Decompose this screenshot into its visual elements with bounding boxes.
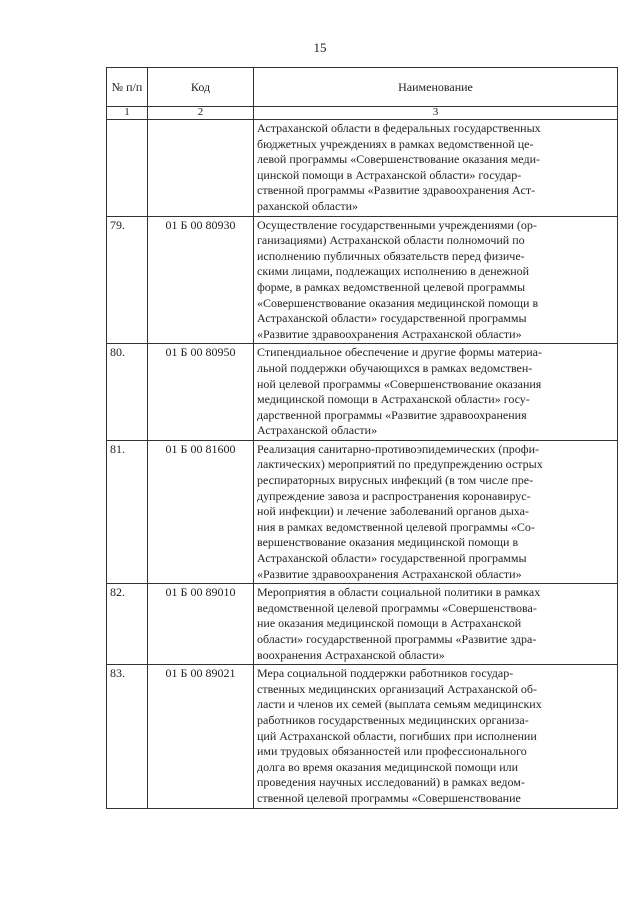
name-line: Мера социальной поддержки работников государ- (257, 666, 514, 681)
column-number: 1 (107, 107, 148, 120)
name-line: ственной целевой программы «Совершенствование (257, 790, 521, 805)
name-line: левой программы «Совершенствование оказания меди- (257, 152, 541, 167)
row-code: 01 Б 00 80950 (148, 344, 254, 441)
name-line: «Развитие здравоохранения Астраханской области» (257, 566, 522, 581)
name-line: Реализация санитарно-противоэпидемических (профи- (257, 441, 539, 456)
row-code (148, 120, 254, 217)
name-line: Стипендиальное обеспечение и другие формы материа- (257, 345, 543, 360)
table-row (107, 584, 618, 665)
name-line: «Развитие здравоохранения Астраханской области» (257, 326, 522, 341)
row-name (254, 440, 618, 583)
row-number: 79. (107, 216, 148, 344)
row-name (254, 665, 618, 808)
name-line: медицинской помощи в Астраханской области» госу- (257, 392, 530, 407)
name-line: респираторных вирусных инфекций (в том числе пре- (257, 473, 534, 488)
row-code: 01 Б 00 81600 (148, 440, 254, 583)
name-line: раханской области» (257, 198, 358, 213)
name-line: ния в рамках ведомственной целевой программы «Со- (257, 519, 535, 534)
row-number: 81. (107, 440, 148, 583)
name-line: области» государственной программы «Развитие здра- (257, 632, 537, 646)
name-line: цинской помощи в Астраханской области» государ- (257, 167, 522, 182)
name-line: ведомственной целевой программы «Совершенствова- (257, 600, 537, 615)
budget-classification-table (106, 67, 618, 809)
column-numbers-row (107, 107, 618, 120)
table-header-row (107, 68, 618, 107)
row-name (254, 120, 618, 217)
row-name (254, 344, 618, 441)
name-line: долга во время оказания медицинской помощи или (257, 759, 519, 774)
name-line: бюджетных учреждениях в рамках ведомственной це- (257, 136, 534, 151)
name-line: ной целевой программы «Совершенствование оказания (257, 376, 542, 391)
name-line: «Совершенствование оказания медицинской помощи в (257, 295, 539, 310)
name-line: лактических) мероприятий по предупреждению острых (257, 457, 543, 472)
name-line: проведения научных исследований) в рамках ведом- (257, 775, 525, 790)
row-code: 01 Б 00 89021 (148, 665, 254, 808)
column-number: 3 (254, 107, 618, 120)
name-line: работников государственных медицинских организа- (257, 712, 529, 727)
name-line: ций Астраханской области, погибших при исполнении (257, 728, 537, 743)
name-line: Мероприятия в области социальной политики в рамках (257, 585, 541, 600)
name-line: скими лицами, подлежащих исполнению в денежной (257, 264, 530, 279)
name-line: ласти и членов их семей (выплата семьям медицинских (257, 697, 542, 712)
name-line: ственных медицинских организаций Астраханской об- (257, 681, 538, 696)
row-number: 83. (107, 665, 148, 808)
name-line: дарственной программы «Развитие здравоохранения (257, 407, 527, 422)
row-number: 80. (107, 344, 148, 441)
name-line: Астраханской области» (257, 423, 378, 438)
row-number: 82. (107, 584, 148, 665)
name-line: исполнению публичных обязательств перед физиче- (257, 248, 525, 263)
table-row (107, 665, 618, 808)
row-name (254, 584, 618, 665)
name-line: Астраханской области» государственной программы (257, 311, 527, 326)
name-line: ной инфекции) и лечение заболеваний органов дыха- (257, 504, 529, 519)
table-row (107, 344, 618, 441)
row-code: 01 Б 00 80930 (148, 216, 254, 344)
name-line: ние оказания медицинской помощи в Астраханской (257, 616, 522, 631)
name-line: ственной программы «Развитие здравоохранения Аст- (257, 183, 536, 198)
name-line: вершенствование оказания медицинской помощи в (257, 535, 519, 550)
page-number: 15 (313, 40, 327, 55)
header-num: № п/п (107, 68, 148, 107)
name-line: Астраханской области в федеральных государственных (257, 121, 541, 135)
header-code: Код (148, 68, 254, 107)
header-name: Наименование (254, 68, 618, 107)
name-line: воохранения Астраханской области» (257, 647, 445, 662)
page-bottom-edge (0, 895, 640, 905)
name-line: Астраханской области» государственной программы (257, 551, 527, 566)
name-line: дупреждение завоза и распространения коронавирус- (257, 488, 531, 503)
name-line: ими трудовых обязанностей или профессионального (257, 744, 527, 759)
name-line: льной поддержки обучающихся в рамках ведомствен- (257, 360, 533, 375)
column-number: 2 (148, 107, 254, 120)
table-row (107, 440, 618, 583)
name-line: форме, в рамках ведомственной целевой программы (257, 279, 526, 294)
name-line: ганизациями) Астраханской области полномочий по (257, 233, 525, 248)
name-line: Осуществление государственными учреждениями (ор- (257, 217, 537, 232)
row-name (254, 216, 618, 344)
row-code: 01 Б 00 89010 (148, 584, 254, 665)
row-number (107, 120, 148, 217)
table-row (107, 216, 618, 344)
table-row (107, 120, 618, 217)
